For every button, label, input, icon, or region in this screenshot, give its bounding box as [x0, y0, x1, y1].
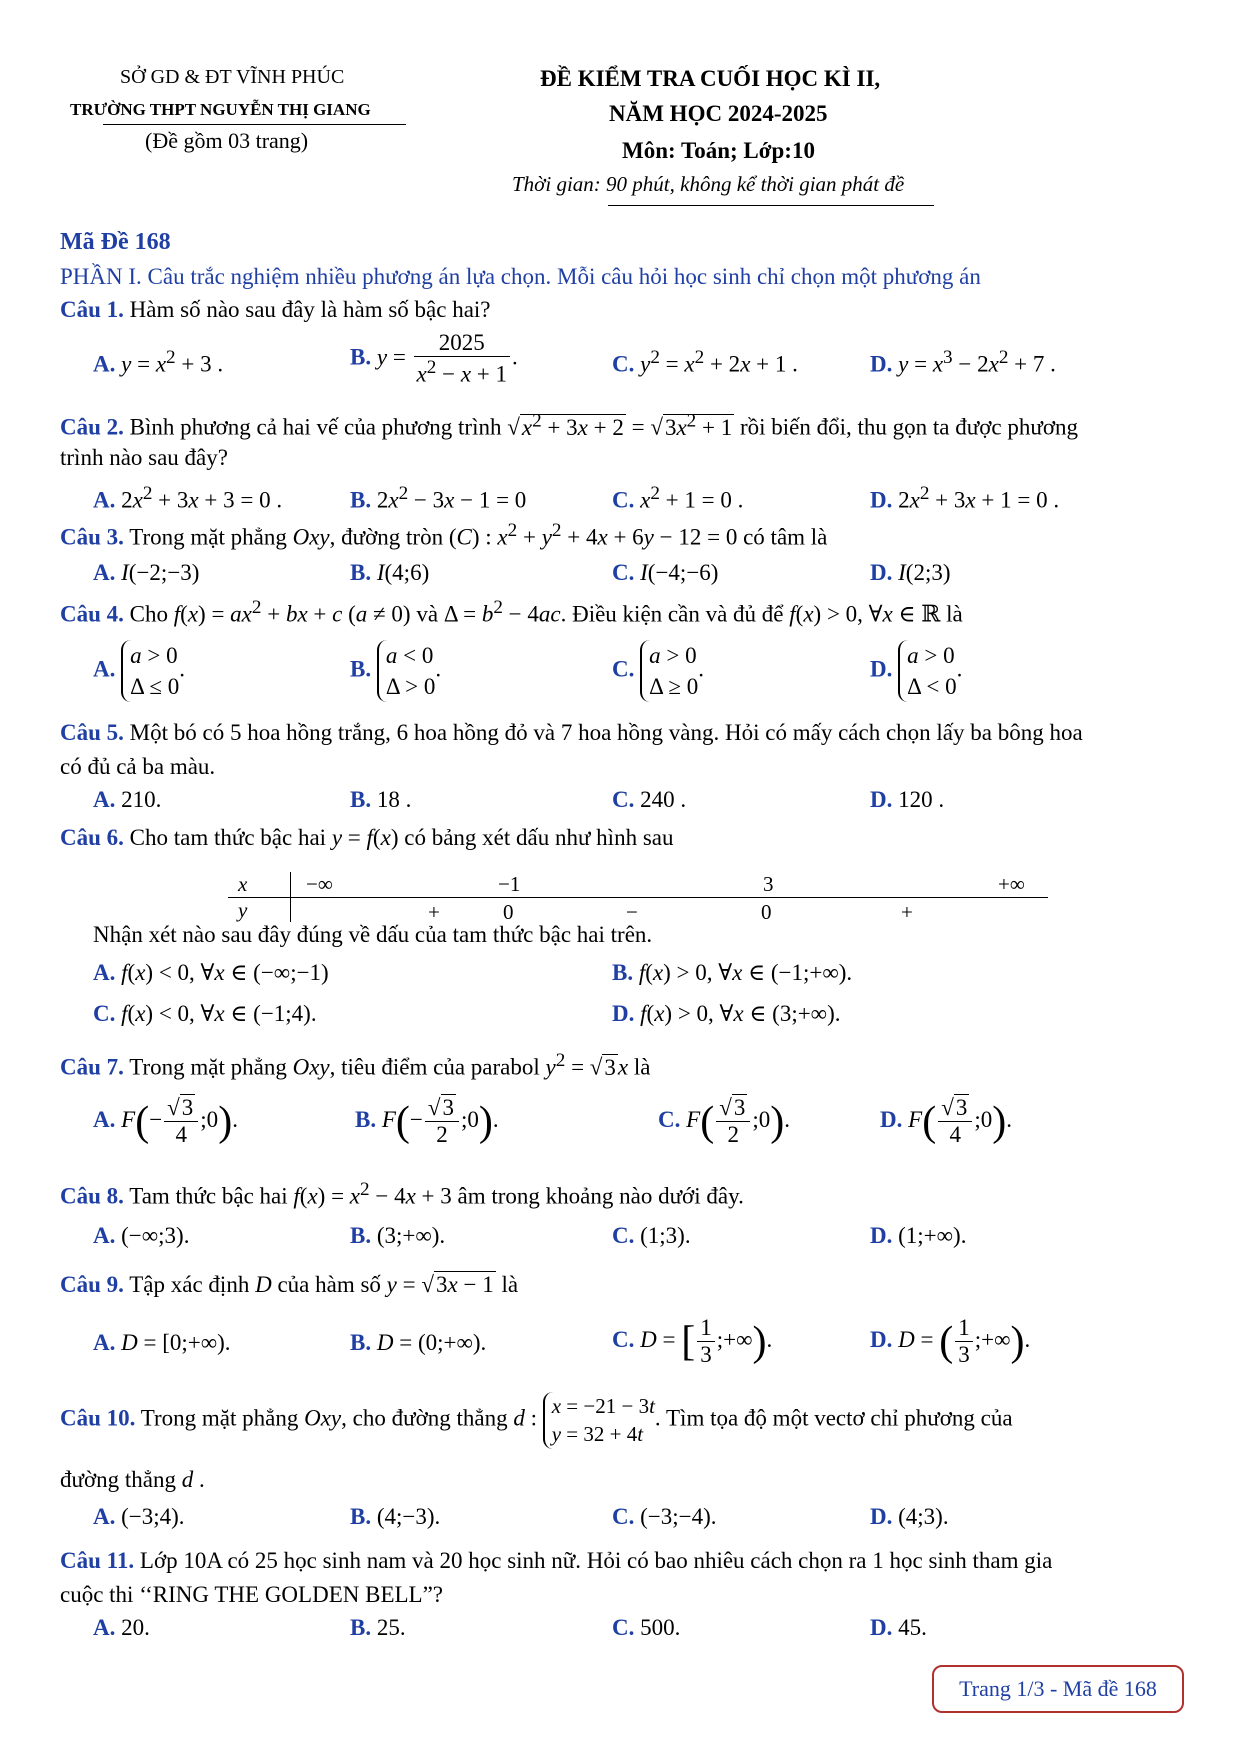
q1-option-b[interactable]: B. y = $\frac{2025}{x^2 - x + 1}$ .: [350, 330, 518, 388]
q2-text2: rồi biến đổi, thu gọn ta được phương: [739, 414, 1078, 440]
q5-line2: có đủ cả ba màu.: [60, 754, 216, 779]
q9-text2: của hàm số: [277, 1272, 381, 1297]
q6-option-d[interactable]: D. f(x) > 0, ∀x ∈ (3;+∞).: [612, 1001, 841, 1026]
q5-label: Câu 5.: [60, 720, 124, 745]
q11-b-text: 25.: [376, 1615, 406, 1640]
q5-option-d[interactable]: [870, 787, 944, 813]
opt-label: A.: [93, 1107, 116, 1133]
opt-label: A.: [93, 1504, 116, 1529]
q4-option-a[interactable]: A. a > 0 Δ ≤ 0.: [93, 640, 185, 702]
q10-option-b[interactable]: B. (4;−3).: [350, 1504, 441, 1529]
exam-title: ĐỀ KIỂM TRA CUỐI HỌC KÌ II,: [540, 66, 881, 91]
opt-label: A.: [93, 960, 116, 985]
q8-text: Tam thức bậc hai: [129, 1183, 288, 1209]
x-val: −∞: [306, 872, 333, 896]
q2-option-a[interactable]: A. $2x^2 + 3x + 3 = 0$ .: [93, 483, 283, 513]
q4-option-c[interactable]: C. a > 0 Δ ≥ 0.: [612, 640, 704, 702]
sign-val: −: [626, 900, 638, 924]
part-one-text: PHẦN I. Câu trắc nghiệm nhiều phương án lựa chọn. Mỗi câu hỏi học sinh chỉ chọn một phương án: [60, 264, 981, 289]
opt-label: B.: [350, 787, 372, 812]
question-4: Câu 4. Cho $f(x) = ax^2$ + bx + c (a ≠ 0) và $\Delta = b^2 - 4ac$. Điều kiện cần và đủ để f(x) > 0, ∀x ∈ ℝ là: [60, 597, 963, 627]
q3-option-d[interactable]: D. I(2;3): [870, 560, 951, 585]
question-1: [60, 297, 491, 323]
dept-name: SỞ GD & ĐT VĨNH PHÚC: [120, 66, 345, 88]
q11-option-c[interactable]: [612, 1615, 680, 1641]
q5-option-b[interactable]: [350, 787, 411, 813]
q9-label: Câu 9.: [60, 1272, 124, 1297]
q1-option-a[interactable]: A. $y = x^2 + 3$ .: [93, 347, 224, 377]
q11-label: Câu 11.: [60, 1548, 135, 1573]
opt-label: C.: [612, 787, 635, 812]
sign-table-hline: [228, 897, 1048, 898]
opt-label: A.: [93, 351, 116, 377]
q4-text3: . Điều kiện cần và đủ để: [560, 601, 784, 627]
q6-option-c[interactable]: C. f(x) < 0, ∀x ∈ (−1;4).: [93, 1001, 317, 1026]
q2-label: Câu 2.: [60, 414, 124, 440]
q4-label: Câu 4.: [60, 601, 124, 627]
q10-line2: đường thẳng d .: [60, 1467, 205, 1492]
q7-text2: , tiêu điểm của parabol: [329, 1054, 540, 1080]
opt-label: D.: [870, 1223, 893, 1248]
q1-text: Hàm số nào sau đây là hàm số bậc hai?: [129, 297, 491, 322]
q11-option-d[interactable]: [870, 1615, 927, 1641]
q8-option-d[interactable]: D. (1;+∞).: [870, 1223, 967, 1248]
q4-text4: là: [946, 601, 963, 627]
opt-label: D.: [870, 656, 893, 682]
q10-line2-text: đường thẳng: [60, 1467, 176, 1492]
q7-option-d[interactable]: D. F( $\frac{√3}{4}$ ;0).: [880, 1095, 1012, 1148]
q3-option-b[interactable]: B. I(4;6): [350, 560, 430, 585]
sign-val: +: [901, 900, 913, 924]
x-val: −1: [498, 872, 521, 896]
q10-text: Trong mặt phẳng: [140, 1405, 299, 1431]
q11-line2: cuộc thi ‘‘RING THE GOLDEN BELL”?: [60, 1582, 444, 1607]
school-year: NĂM HỌC 2024-2025: [609, 101, 828, 126]
q6-line2: Nhận xét nào sau đây đúng về dấu của tam thức bậc hai trên.: [93, 922, 653, 947]
q8-option-c[interactable]: C. (1;3).: [612, 1223, 691, 1248]
page-footer: Trang 1/3 - Mã đề 168: [932, 1665, 1184, 1713]
opt-label: D.: [870, 1615, 893, 1640]
q5-a-text: 210.: [121, 787, 162, 812]
q4-text: Cho: [129, 601, 168, 627]
q7-option-b[interactable]: B. F(− $\frac{√3}{2}$ ;0).: [355, 1095, 499, 1148]
opt-label: C.: [612, 1223, 635, 1248]
school-underline: [103, 124, 406, 125]
sign-val: +: [428, 900, 440, 924]
opt-label: B.: [350, 1223, 372, 1248]
q11-text: Lớp 10A có 25 học sinh nam và 20 học sinh nữ. Hỏi có bao nhiêu cách chọn ra 1 học sinh tham gia: [139, 1548, 1053, 1573]
sign-table-x: x: [238, 872, 248, 896]
opt-label: A.: [93, 1223, 116, 1248]
q4-option-d[interactable]: D. a > 0 Δ < 0.: [870, 640, 962, 702]
opt-label: B.: [355, 1107, 377, 1133]
opt-label: D.: [880, 1107, 903, 1133]
q8-label: Câu 8.: [60, 1183, 124, 1209]
q11-c-text: 500.: [640, 1615, 681, 1640]
q6-option-b[interactable]: B. f(x) > 0, ∀x ∈ (−1;+∞).: [612, 960, 853, 985]
q5-text: Một bó có 5 hoa hồng trắng, 6 hoa hồng đỏ và 7 hoa hồng vàng. Hỏi có mấy cách chọn lấy ba bông hoa: [129, 720, 1083, 745]
sign-val: 0: [503, 900, 514, 924]
sign-val: 0: [761, 900, 772, 924]
q4-option-b[interactable]: B. a < 0 Δ > 0.: [350, 640, 441, 702]
question-10: Câu 10. Trong mặt phẳng Oxy, cho đường thẳng d : x = −21 − 3t y = 32 + 4t. Tìm tọa độ một vectơ chỉ phương của: [60, 1392, 1013, 1449]
opt-label: B.: [350, 1330, 372, 1355]
q11-a-text: 20.: [121, 1615, 150, 1640]
q9-option-a[interactable]: A. D = [0;+∞).: [93, 1330, 231, 1355]
q11-option-b[interactable]: [350, 1615, 406, 1641]
q9-option-d[interactable]: D. D = ( $\frac{1}{3}$ ;+∞).: [870, 1315, 1031, 1368]
opt-label: C.: [612, 1327, 635, 1353]
opt-label: B.: [350, 344, 372, 370]
x-val: 3: [763, 872, 774, 896]
question-2: Câu 2. Bình phương cả hai vế của phương trình $√x^2 + 3x + 2 = √3x^2 + 1$ rồi biến đổi, thu gọn ta được phương: [60, 410, 1078, 440]
q5-option-a[interactable]: [93, 787, 161, 813]
q5-d-text: 120 .: [898, 787, 945, 812]
opt-label: A.: [93, 787, 116, 812]
pages-note: (Đề gồm 03 trang): [145, 128, 309, 153]
opt-label: C.: [612, 1615, 635, 1640]
q9-option-b[interactable]: B. D = (0;+∞).: [350, 1330, 487, 1355]
q3-text3: có tâm là: [743, 524, 828, 550]
opt-label: B.: [350, 1615, 372, 1640]
question-5: [60, 720, 1083, 746]
q1-option-c[interactable]: C. $y^2 = x^2 + 2x + 1$ .: [612, 347, 798, 377]
q3-label: Câu 3.: [60, 524, 124, 550]
q7-text3: là: [633, 1054, 651, 1080]
sign-table: [228, 872, 1048, 924]
opt-label: A.: [93, 560, 116, 585]
q10-label: Câu 10.: [60, 1405, 136, 1431]
q5-c-text: 240 .: [640, 787, 687, 812]
q7-label: Câu 7.: [60, 1054, 124, 1080]
q3-option-c[interactable]: C. I(−4;−6): [612, 560, 719, 585]
opt-label: C.: [612, 1504, 635, 1529]
q3-text2: , đường tròn: [329, 524, 444, 550]
q10-text2: , cho đường thẳng: [341, 1405, 508, 1431]
opt-label: C.: [93, 1001, 116, 1026]
q4-text2: và: [416, 601, 439, 627]
question-9: Câu 9. Tập xác định D của hàm số y = √3x − 1 là: [60, 1272, 519, 1297]
opt-label: A.: [93, 1615, 116, 1640]
q1-label: Câu 1.: [60, 297, 124, 322]
q8-text2: âm trong khoảng nào dưới đây.: [457, 1183, 744, 1209]
q9-text3: là: [501, 1272, 519, 1297]
q6-text: Cho tam thức bậc hai: [129, 825, 327, 850]
part-one-heading: [60, 264, 981, 290]
opt-label: C.: [612, 351, 635, 377]
q11-d-text: 45.: [898, 1615, 927, 1640]
opt-label: A.: [93, 487, 116, 513]
school-name: TRƯỜNG THPT NGUYỄN THỊ GIANG: [70, 100, 371, 119]
opt-label: B.: [350, 656, 372, 682]
opt-label: C.: [612, 560, 635, 585]
x-val: +∞: [998, 872, 1025, 896]
q5-b-text: 18 .: [376, 787, 412, 812]
opt-label: A.: [93, 1330, 116, 1355]
opt-label: C.: [658, 1107, 681, 1133]
q2-option-c[interactable]: C. $x^2 + 1 = 0$ .: [612, 483, 744, 513]
opt-label: D.: [870, 487, 893, 513]
opt-label: B.: [350, 487, 372, 513]
opt-label: B.: [350, 560, 372, 585]
q9-text: Tập xác định: [129, 1272, 250, 1297]
question-7: Câu 7. Trong mặt phẳng Oxy, tiêu điểm của parabol $y^2 = √3x$ là: [60, 1050, 651, 1080]
q5-option-c[interactable]: [612, 787, 686, 813]
opt-label: C.: [612, 656, 635, 682]
subject: Môn: Toán; Lớp:10: [622, 138, 815, 163]
q1-b-numerator: 2025: [414, 330, 510, 357]
time-underline: [608, 205, 934, 206]
q9-option-c[interactable]: C. D = [ $\frac{1}{3}$ ;+∞).: [612, 1315, 773, 1368]
q6-label: Câu 6.: [60, 825, 124, 850]
opt-label: D.: [870, 1327, 893, 1353]
q2-option-d[interactable]: D. $2x^2 + 3x + 1 = 0$ .: [870, 483, 1060, 513]
opt-label: C.: [612, 487, 635, 513]
q6-option-a[interactable]: A. f(x) < 0, ∀x ∈ (−∞;−1): [93, 960, 329, 985]
q11-option-a[interactable]: [93, 1615, 150, 1641]
sign-table-y: y: [238, 898, 248, 922]
opt-label: B.: [350, 1504, 372, 1529]
q6-text2: có bảng xét dấu như hình sau: [404, 825, 674, 850]
q3-text: Trong mặt phẳng: [129, 524, 287, 550]
opt-label: D.: [870, 560, 893, 585]
q7-option-c[interactable]: C. F( $\frac{√3}{2}$ ;0).: [658, 1095, 790, 1148]
q3-option-a[interactable]: A. I(−2;−3): [93, 560, 200, 585]
q10-option-a[interactable]: A. (−3;4).: [93, 1504, 185, 1529]
opt-label: D.: [870, 787, 893, 812]
q2-option-b[interactable]: B. $2x^2 - 3x - 1 = 0$: [350, 483, 527, 513]
opt-label: D.: [612, 1001, 635, 1026]
opt-label: B.: [612, 960, 634, 985]
q8-option-b[interactable]: B. (3;+∞).: [350, 1223, 446, 1248]
question-8: Câu 8. Tam thức bậc hai $f(x) = x^2 - 4x + 3$ âm trong khoảng nào dưới đây.: [60, 1179, 744, 1209]
opt-label: D.: [870, 351, 893, 377]
exam-code: Mã Đề 168: [60, 229, 171, 255]
q2-text: Bình phương cả hai vế của phương trình: [129, 414, 502, 440]
q2-line2: trình nào sau đây?: [60, 445, 228, 470]
question-6: Câu 6. Cho tam thức bậc hai y = f(x) có bảng xét dấu như hình sau: [60, 825, 674, 850]
q10-text3: . Tìm tọa độ một vectơ chỉ phương của: [654, 1405, 1013, 1431]
opt-label: D.: [870, 1504, 893, 1529]
question-3: Câu 3. Trong mặt phẳng Oxy, đường tròn (C) : $x^2 + y^2 + 4x + 6y - 12 = 0$ có tâm là: [60, 520, 828, 550]
q10-option-c[interactable]: C. (−3;−4).: [612, 1504, 717, 1529]
q7-option-a[interactable]: A. F(− $\frac{√3}{4}$ ;0).: [93, 1095, 238, 1148]
opt-label: A.: [93, 656, 116, 682]
q1-option-d[interactable]: D. $y = x^3 - 2x^2 + 7$ .: [870, 347, 1056, 377]
q8-option-a[interactable]: A. (−∞;3).: [93, 1223, 190, 1248]
question-11: [60, 1548, 1052, 1574]
q10-option-d[interactable]: D. (4;3).: [870, 1504, 949, 1529]
exam-time: Thời gian: 90 phút, không kể thời gian phát đề: [512, 172, 905, 196]
q7-text: Trong mặt phẳng: [129, 1054, 287, 1080]
